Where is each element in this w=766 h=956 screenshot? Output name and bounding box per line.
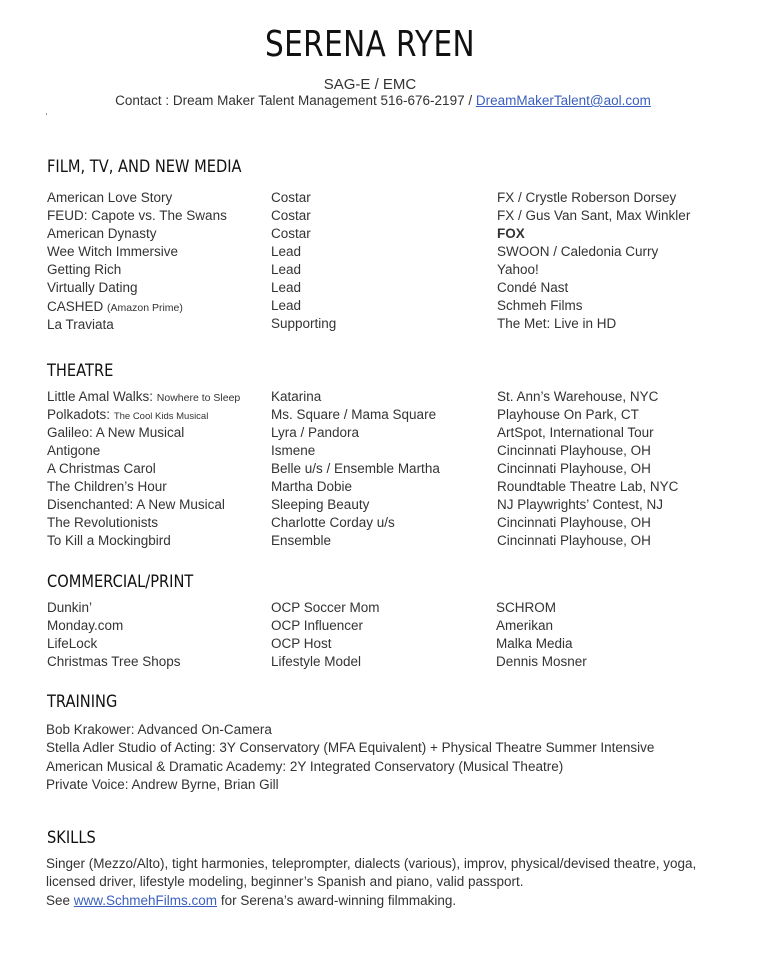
film-role: Lead bbox=[271, 262, 302, 277]
skills-website-line bbox=[46, 892, 696, 910]
film-company: Yahoo! bbox=[497, 262, 539, 277]
film-title: FEUD: Capote vs. The Swans bbox=[47, 208, 227, 223]
film-roles-column bbox=[271, 189, 336, 333]
theatre-venue: ArtSpot, International Tour bbox=[497, 425, 654, 440]
theatre-role: Martha Dobie bbox=[271, 479, 353, 494]
film-title-note: (Amazon Prime) bbox=[107, 302, 183, 314]
theatre-title-row bbox=[47, 388, 240, 406]
commercial-company: Dennis Mosner bbox=[496, 654, 587, 669]
contact-text: Contact : Dream Maker Talent Management 516-676-2197 / bbox=[115, 93, 476, 108]
contact-line bbox=[0, 93, 766, 108]
theatre-role: Ismene bbox=[271, 443, 316, 458]
film-company: SWOON / Caledonia Curry bbox=[497, 244, 659, 259]
theatre-venue: Roundtable Theatre Lab, NYC bbox=[497, 479, 679, 494]
section-heading-skills: SKILLS bbox=[47, 828, 96, 848]
film-companies-column bbox=[497, 189, 690, 333]
theatre-venue: NJ Playwrights’ Contest, NJ bbox=[497, 497, 664, 512]
theatre-title: To Kill a Mockingbird bbox=[47, 533, 171, 548]
film-company: FOX bbox=[497, 226, 525, 241]
resume-name: SERENA RYEN bbox=[264, 24, 476, 65]
film-company: Schmeh Films bbox=[497, 298, 583, 313]
theatre-title: The Children’s Hour bbox=[47, 479, 167, 494]
commercial-role: OCP Host bbox=[271, 636, 332, 651]
theatre-title: Little Amal Walks: bbox=[47, 389, 154, 404]
commercial-title: Dunkin’ bbox=[47, 600, 93, 615]
theatre-role: Ensemble bbox=[271, 533, 332, 548]
film-title: Wee Witch Immersive bbox=[47, 244, 179, 259]
commercial-company: SCHROM bbox=[496, 600, 556, 615]
training-item: Stella Adler Studio of Acting: 3Y Conservatory (MFA Equivalent) + Physical Theatre Summer Intensive bbox=[46, 740, 655, 756]
skills-line: Singer (Mezzo/Alto), tight harmonies, teleprompter, dialects (various), improv, physical/devised theatre, yoga, bbox=[46, 856, 697, 871]
theatre-title: Antigone bbox=[47, 443, 101, 458]
skills-line: licensed driver, lifestyle modeling, beginner’s Spanish and piano, valid passport. bbox=[46, 874, 524, 890]
film-title-cashed bbox=[47, 297, 227, 316]
skills-suffix-text: for Serena’s award-winning filmmaking. bbox=[217, 892, 457, 908]
film-company: Condé Nast bbox=[497, 280, 569, 295]
section-heading-commercial: COMMERCIAL/PRINT bbox=[47, 572, 194, 592]
theatre-role: Sleeping Beauty bbox=[271, 497, 370, 512]
theatre-venue: St. Ann’s Warehouse, NYC bbox=[497, 389, 659, 404]
training-item: Private Voice: Andrew Byrne, Brian Gill bbox=[46, 777, 279, 793]
commercial-title: Monday.com bbox=[47, 618, 124, 633]
theatre-title: Galileo: A New Musical bbox=[47, 425, 185, 440]
film-title: American Dynasty bbox=[47, 226, 157, 241]
section-heading-training: TRAINING bbox=[47, 692, 118, 712]
film-role: Lead bbox=[271, 244, 302, 259]
theatre-title: Disenchanted: A New Musical bbox=[47, 497, 225, 512]
theatre-title-row bbox=[47, 406, 240, 424]
commercial-role: OCP Soccer Mom bbox=[271, 600, 380, 615]
section-heading-film: FILM, TV, AND NEW MEDIA bbox=[47, 157, 242, 177]
commercial-companies-column bbox=[496, 599, 587, 671]
schmeh-films-link[interactable]: www.SchmehFilms.com bbox=[73, 892, 218, 908]
commercial-company: Malka Media bbox=[496, 636, 573, 651]
film-company: FX / Crystle Roberson Dorsey bbox=[497, 190, 677, 205]
theatre-title: Polkadots: bbox=[47, 407, 111, 422]
theatre-role: Lyra / Pandora bbox=[271, 425, 360, 440]
film-titles-column bbox=[47, 189, 227, 334]
commercial-roles-column bbox=[271, 599, 380, 671]
theatre-title: A Christmas Carol bbox=[47, 461, 156, 476]
theatre-venue: Cincinnati Playhouse, OH bbox=[497, 461, 651, 476]
theatre-venue: Cincinnati Playhouse, OH bbox=[497, 533, 651, 548]
section-heading-theatre: THEATRE bbox=[47, 361, 114, 381]
theatre-title-note: The Cool Kids Musical bbox=[113, 411, 209, 422]
theatre-role: Belle u/s / Ensemble Martha bbox=[271, 461, 440, 476]
film-role: Lead bbox=[271, 298, 302, 313]
commercial-role: OCP Influencer bbox=[271, 618, 364, 633]
theatre-role: Charlotte Corday u/s bbox=[271, 515, 395, 530]
commercial-titles-column bbox=[47, 599, 181, 671]
film-title: Virtually Dating bbox=[47, 280, 138, 295]
contact-email-link[interactable]: DreamMakerTalent@aol.com bbox=[475, 93, 651, 108]
theatre-venue: Cincinnati Playhouse, OH bbox=[497, 515, 651, 530]
theatre-venues-column bbox=[497, 388, 678, 550]
stray-mark bbox=[46, 113, 47, 115]
commercial-title: LifeLock bbox=[47, 636, 98, 651]
union-affiliations: SAG-E / EMC bbox=[323, 76, 417, 93]
film-title: American Love Story bbox=[47, 190, 173, 205]
film-role: Lead bbox=[271, 280, 302, 295]
film-role: Supporting bbox=[271, 316, 337, 331]
film-company: FX / Gus Van Sant, Max Winkler bbox=[497, 208, 691, 223]
film-title: La Traviata bbox=[47, 317, 114, 332]
skills-see-text: See bbox=[46, 892, 74, 908]
theatre-title: The Revolutionists bbox=[47, 515, 159, 530]
theatre-role: Katarina bbox=[271, 389, 322, 404]
film-title: CASHED bbox=[47, 299, 104, 314]
theatre-venue: Playhouse On Park, CT bbox=[497, 407, 639, 422]
theatre-venue: Cincinnati Playhouse, OH bbox=[497, 443, 651, 458]
training-item: Bob Krakower: Advanced On-Camera bbox=[46, 722, 272, 737]
film-role: Costar bbox=[271, 190, 311, 205]
film-title: Getting Rich bbox=[47, 262, 122, 277]
film-role: Costar bbox=[271, 226, 311, 241]
theatre-role: Ms. Square / Mama Square bbox=[271, 407, 437, 422]
film-company: The Met: Live in HD bbox=[497, 316, 617, 331]
theatre-roles-column bbox=[271, 388, 440, 550]
commercial-role: Lifestyle Model bbox=[271, 654, 362, 669]
film-role: Costar bbox=[271, 208, 311, 223]
theatre-titles-column bbox=[47, 388, 240, 550]
training-item: American Musical & Dramatic Academy: 2Y Integrated Conservatory (Musical Theatre) bbox=[46, 758, 564, 774]
training-list bbox=[46, 721, 654, 795]
skills-paragraph bbox=[46, 855, 696, 910]
commercial-company: Amerikan bbox=[496, 618, 554, 633]
commercial-title: Christmas Tree Shops bbox=[47, 654, 181, 669]
theatre-title-note: Nowhere to Sleep bbox=[156, 392, 241, 404]
